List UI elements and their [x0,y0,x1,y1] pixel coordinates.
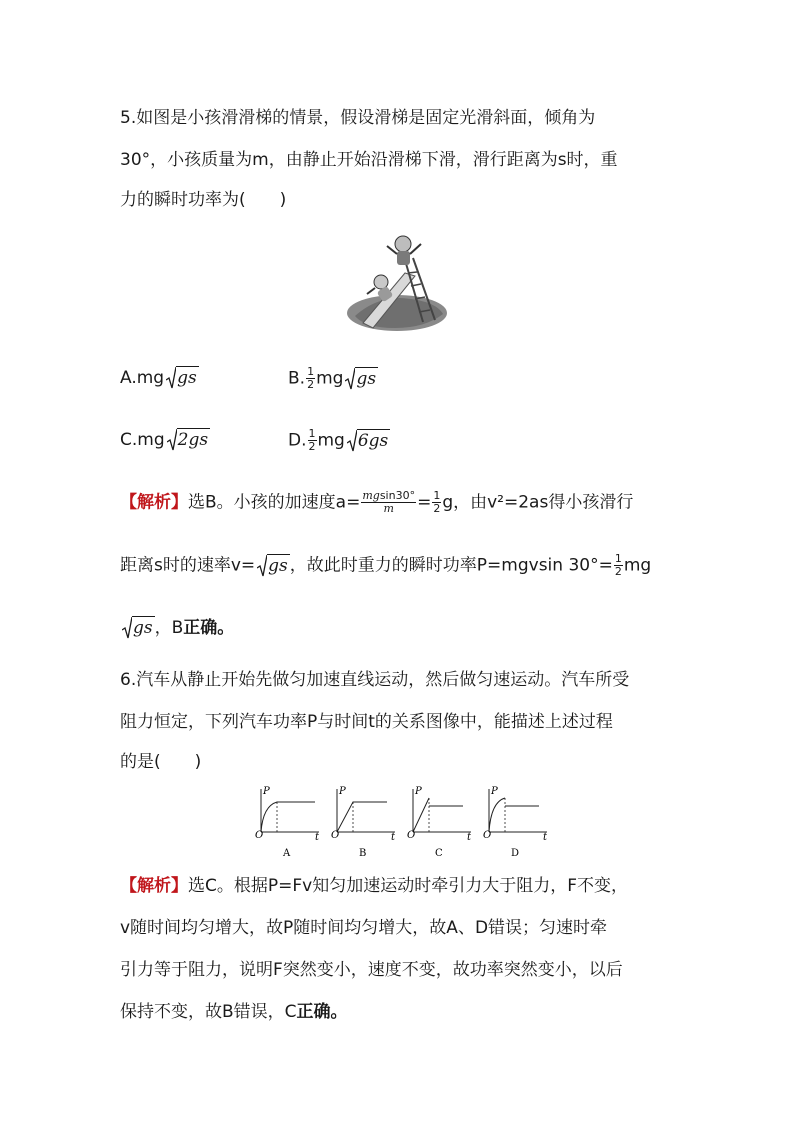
graph-caption-d: D [511,848,520,859]
sqrt-sign [166,366,199,390]
child-top-body [397,251,410,265]
q5-line-2: 30°，小孩质量为m，由静止开始沿滑梯下滑，滑行距离为s时，重 [120,150,618,170]
child-top-arm [410,244,421,254]
graph-caption-b: B [359,848,367,859]
sqrt-sign [167,428,210,452]
q6-line-3: 的是( ) [120,752,202,772]
curve-a [261,802,315,832]
q5-option-d: D. $\frac{1}{2}$ mg 6gs [288,427,389,453]
curve-b [337,802,387,832]
q5-analysis-line-3: gs ，B正确。 [120,616,234,640]
fraction-half: $\frac{1}{2}$ [614,552,622,578]
t-axis-label: t [391,832,396,843]
slide-illustration [345,228,450,338]
fraction-half: $\frac{1}{2}$ [307,365,315,391]
fraction-half: $\frac{1}{2}$ [433,489,441,515]
t-axis-label: t [543,832,548,843]
option-d-radicand: 6gs [357,430,389,451]
q5-analysis-line-2: 距离s时的速率v= gs ，故此时重力的瞬时功率P=mgvsin 30°= $\frac{1}{2}$ mg [120,552,652,578]
graph-b [331,786,396,843]
q5-option-a [120,366,199,390]
q5-option-c [120,428,210,452]
p-axis-label: P [491,786,498,797]
sqrt-sign: gs [257,554,290,578]
acceleration-fraction: $\frac{mgsin30^\circ}{m}$ [362,489,416,515]
analysis-tag: 【解析】 [120,876,188,896]
p-axis-label: P [263,786,270,797]
sqrt-sign: gs [122,616,155,640]
option-c-label: C.mg [120,430,165,450]
q6-analysis-line-4: 保持不变，故B错误，C正确。 [120,1002,348,1022]
option-c-radicand: 2gs [177,430,209,450]
q6-line-1: 6.汽车从静止开始先做匀加速直线运动，然后做匀速运动。汽车所受 [120,670,630,690]
sqrt-sign [345,367,378,391]
q6-analysis-line-2: v随时间均匀增大，故P随时间均匀增大，故A、D错误；匀速时牵 [120,918,608,938]
graph-c [407,786,472,843]
graph-caption-a: A [283,848,291,859]
option-d-label: D. [288,430,307,451]
q6-analysis-line-3: 引力等于阻力，说明F突然变小，速度不变，故功率突然变小，以后 [120,960,623,980]
graph-caption-c: C [435,848,443,859]
analysis-tag: 【解析】 [120,492,188,513]
graph-d [483,786,548,843]
graph-a [255,786,320,843]
child-top-head [395,236,411,252]
ladder-rung [408,272,417,273]
fraction-half: $\frac{1}{2}$ [308,427,316,453]
curve-c-rise [413,798,429,832]
t-axis-label: t [467,832,472,843]
q6-line-2: 阻力恒定，下列汽车功率P与时间t的关系图像中，能描述上述过程 [120,712,613,732]
q5-analysis-line-1: 【解析】选B。小孩的加速度a= $\frac{mgsin30^\circ}{m}$ = $\frac{1}{2}$ g，由v²=2as得小孩滑行 [120,489,634,515]
q5-line-1: 5.如图是小孩滑滑梯的情景，假设滑梯是固定光滑斜面，倾角为 [120,108,596,128]
q6-analysis-line-1: 【解析】选C。根据P=Fv知匀加速运动时牵引力大于阻力，F不变， [120,876,628,896]
child-sliding-arm [367,288,375,294]
q5-line-3: 力的瞬时功率为( ) [120,190,287,210]
option-b-label: B. [288,368,306,389]
pt-graphs [245,786,550,861]
q5-option-b: B. $\frac{1}{2}$ mg gs [288,365,377,391]
option-a-radicand: gs [177,368,197,388]
origin-label: O [407,830,416,841]
t-axis-label: t [315,832,320,843]
option-a-label: A.mg [120,368,165,388]
sqrt-sign [347,429,390,453]
p-axis-label: P [415,786,422,797]
origin-label: O [255,830,264,841]
option-b-radicand: gs [356,368,377,389]
origin-label: O [483,830,492,841]
curve-d-rise [489,798,505,832]
p-axis-label: P [339,786,346,797]
origin-label: O [331,830,340,841]
